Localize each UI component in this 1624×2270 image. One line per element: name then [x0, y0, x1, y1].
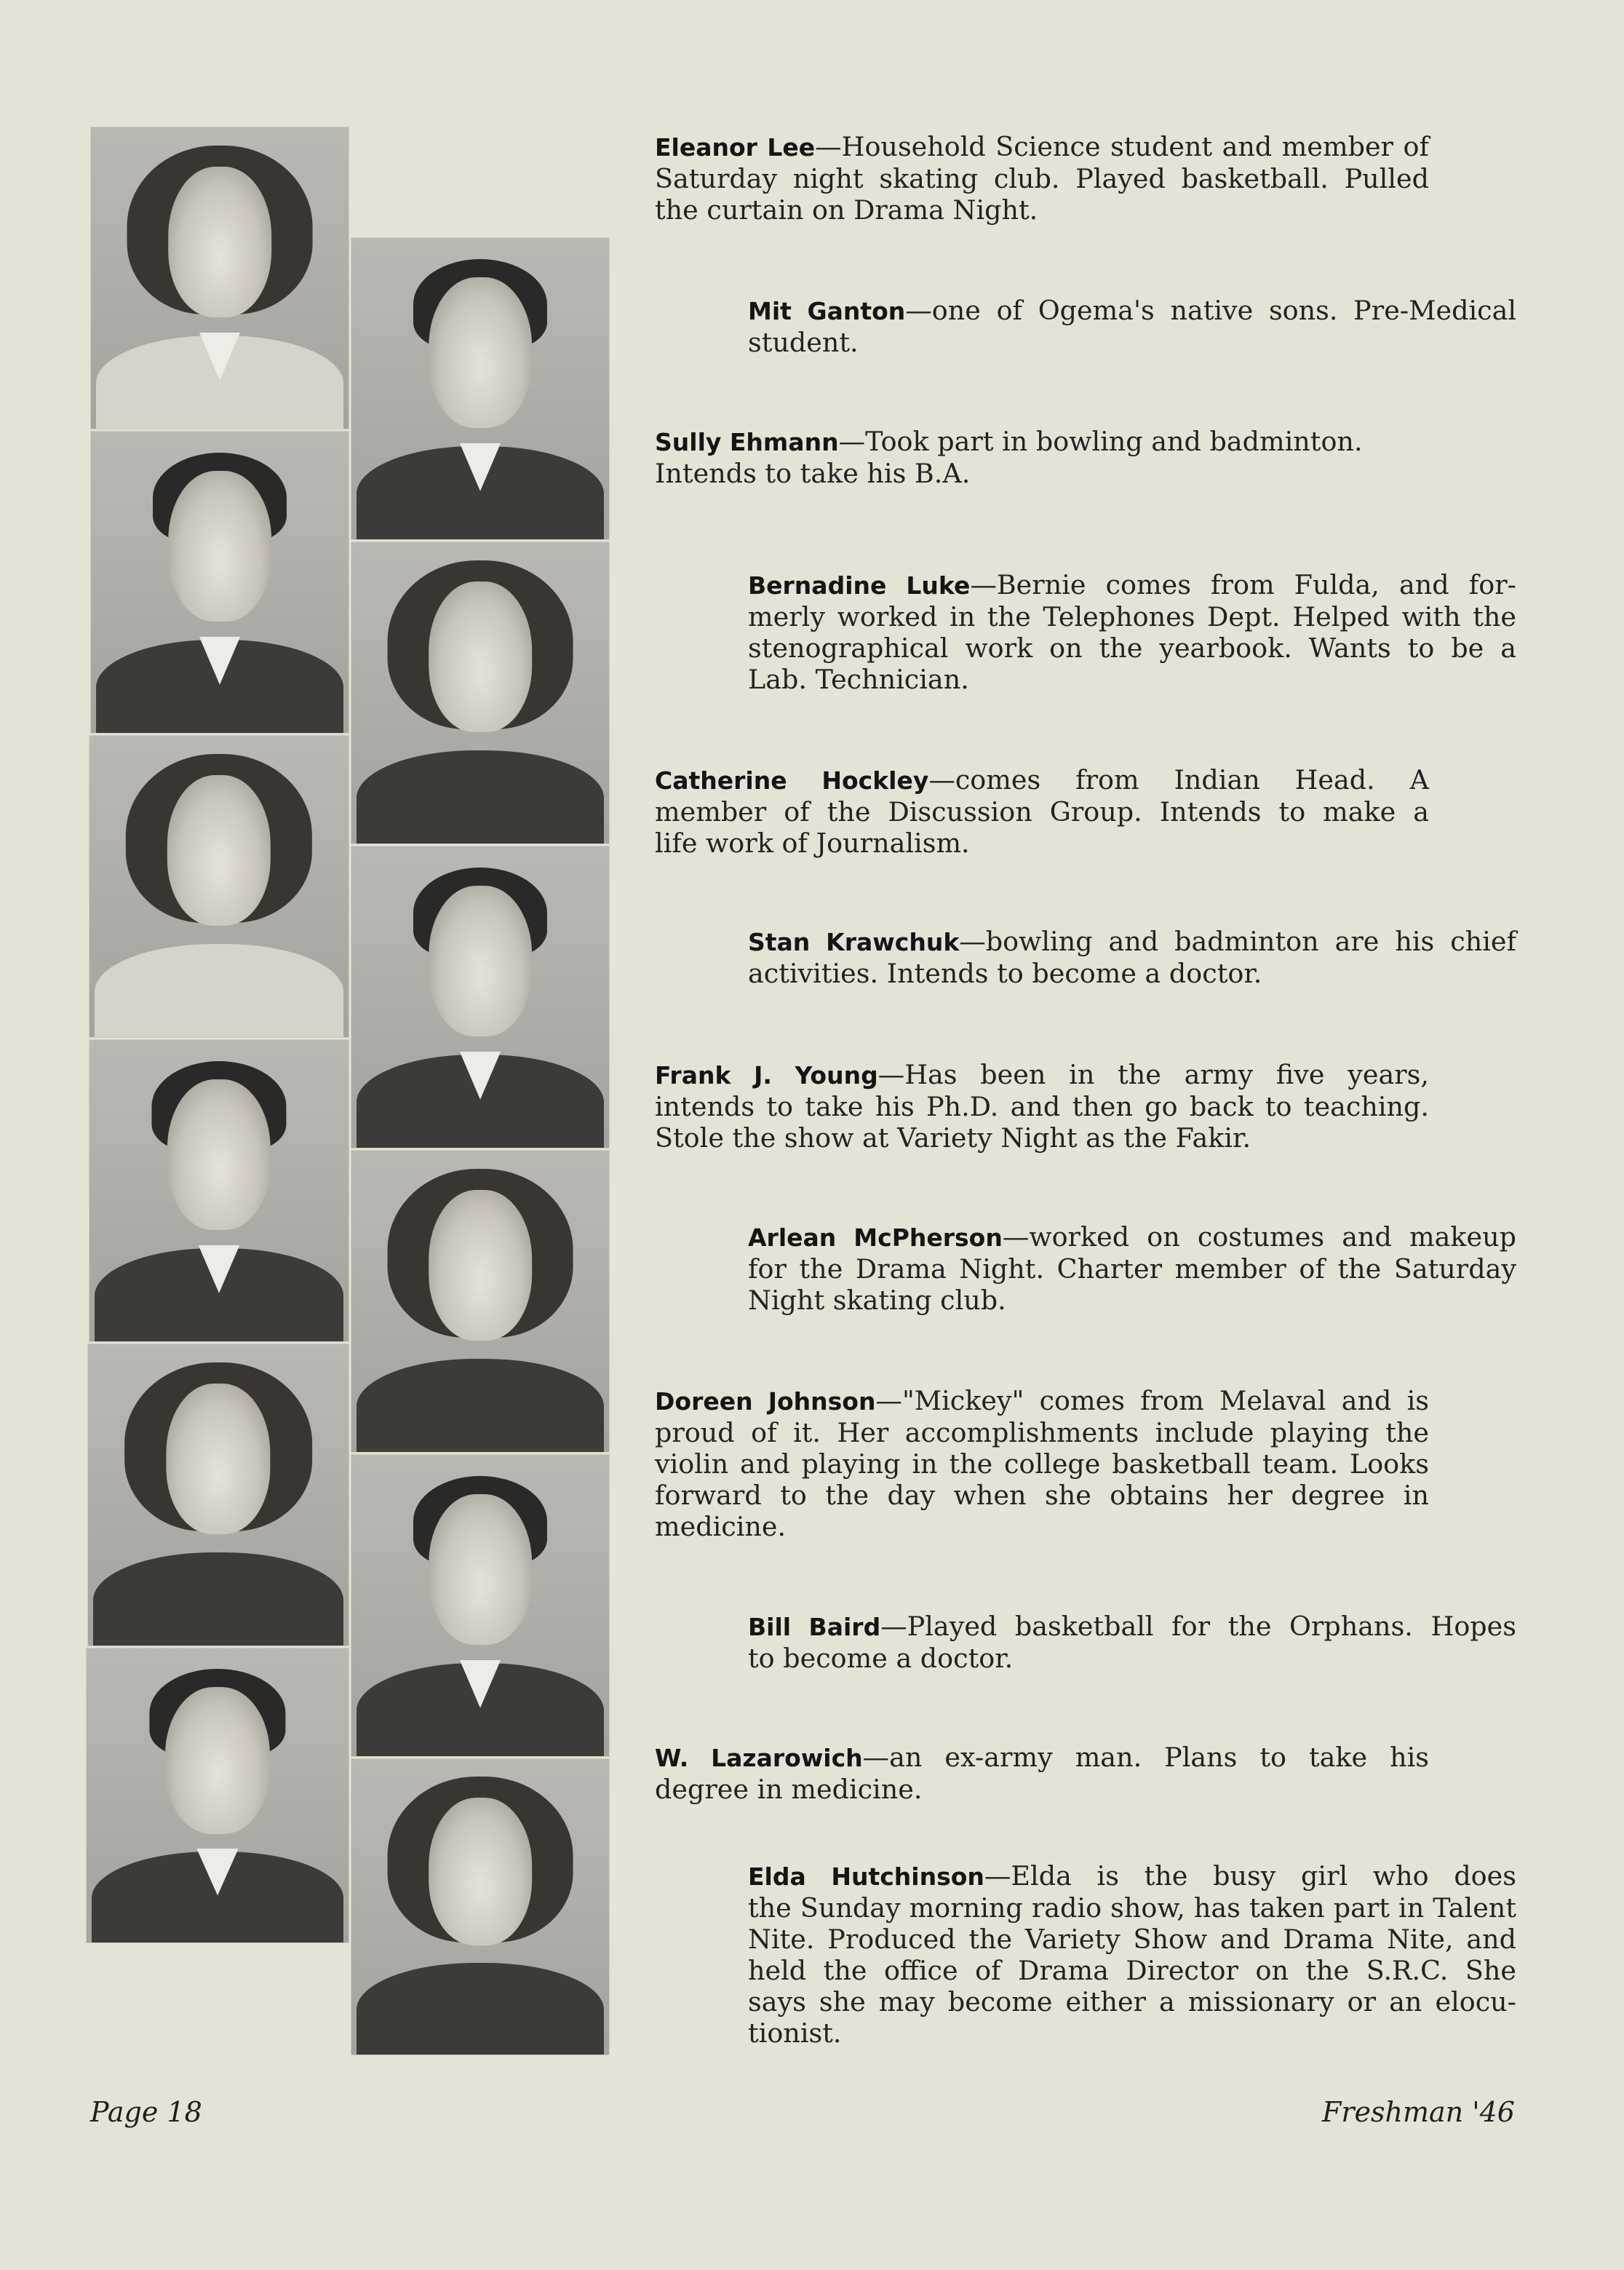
- portrait-catherine-hockley: [89, 735, 349, 1038]
- entry-bernadine-luke: Bernadine Luke—Bernie comes from Fulda, and for- merly worked in the Telephones Dept. Helped with the stenographical work on the yearbook. Wants to be a Lab. Technician.: [748, 569, 1516, 695]
- portrait-eleanor-lee: [90, 127, 349, 429]
- portrait-mit-ganton: [351, 237, 610, 540]
- entry-elda-hutchinson: Elda Hutchinson—Elda is the busy girl who does the Sunday morning radio show, has taken part in Talent Nite. Produced the Variety Show and Drama Nite, and held the office of Drama Director on the S.R.C. She says she may become either a missionary or an elocu- tionist.: [748, 1860, 1516, 2049]
- entry-stan-krawchuk: Stan Krawchuk—bowling and badminton are his chief activities. Intends to become a doctor.: [748, 926, 1516, 989]
- student-name: Eleanor Lee: [655, 133, 816, 162]
- student-name: Bernadine Luke: [748, 571, 971, 600]
- portrait-sully-ehmann: [90, 431, 349, 734]
- entry-sully-ehmann: Sully Ehmann—Took part in bowling and badminton. Intends to take his B.A.: [655, 426, 1363, 489]
- portrait-w-lazarowich: [86, 1648, 349, 1943]
- student-name: Stan Krawchuk: [748, 928, 960, 956]
- student-name: Doreen Johnson: [655, 1387, 876, 1416]
- student-name: Catherine Hockley: [655, 766, 929, 795]
- student-name: Mit Ganton: [748, 297, 906, 325]
- student-name: Arlean McPherson: [748, 1223, 1003, 1252]
- entry-doreen-johnson: Doreen Johnson—"Mickey" comes from Melaval and is proud of it. Her accomplishments include playing the violin and playing in the college basketball team. Looks forward to the day when she obtains her degree in medicine.: [655, 1385, 1429, 1542]
- entry-mit-ganton: Mit Ganton—one of Ogema's native sons. Pre-Medical student.: [748, 295, 1517, 358]
- student-name: Sully Ehmann: [655, 428, 839, 456]
- student-name: Elda Hutchinson: [748, 1862, 984, 1891]
- entry-eleanor-lee: Eleanor Lee—Household Science student and member of Saturday night skating club. Played basketball. Pulled the curtain on Drama Night.: [655, 131, 1429, 226]
- entry-catherine-hockley: Catherine Hockley—comes from Indian Head. A member of the Discussion Group. Intends to make a life work of Journalism.: [655, 764, 1429, 859]
- portrait-stan-krawchuk: [351, 846, 610, 1148]
- student-name: Frank J. Young: [655, 1061, 878, 1090]
- portrait-bernadine-luke: [351, 541, 610, 844]
- yearbook-section-label: Freshman '46: [1321, 2096, 1515, 2128]
- entry-arlean-mcpherson: Arlean McPherson—worked on costumes and makeup for the Drama Night. Charter member of the Saturday Night skating club.: [748, 1221, 1516, 1316]
- student-name: Bill Baird: [748, 1613, 881, 1641]
- page-number: Page 18: [90, 2096, 202, 2128]
- student-name: W. Lazarowich: [655, 1744, 863, 1772]
- portrait-bill-baird: [351, 1454, 610, 1757]
- entry-bill-baird: Bill Baird—Played basketball for the Orphans. Hopes to become a doctor.: [748, 1611, 1516, 1674]
- portrait-frank-j-young: [89, 1039, 349, 1342]
- portrait-arlean-mcpherson: [351, 1150, 610, 1453]
- portrait-elda-hutchinson: [351, 1758, 610, 2055]
- entry-frank-j-young: Frank J. Young—Has been in the army five years, intends to take his Ph.D. and then go back to teaching. Stole the show at Variety Night as the Fakir.: [655, 1059, 1429, 1154]
- entry-w-lazarowich: W. Lazarowich—an ex-army man. Plans to take his degree in medicine.: [655, 1742, 1429, 1805]
- portrait-doreen-johnson: [87, 1344, 349, 1646]
